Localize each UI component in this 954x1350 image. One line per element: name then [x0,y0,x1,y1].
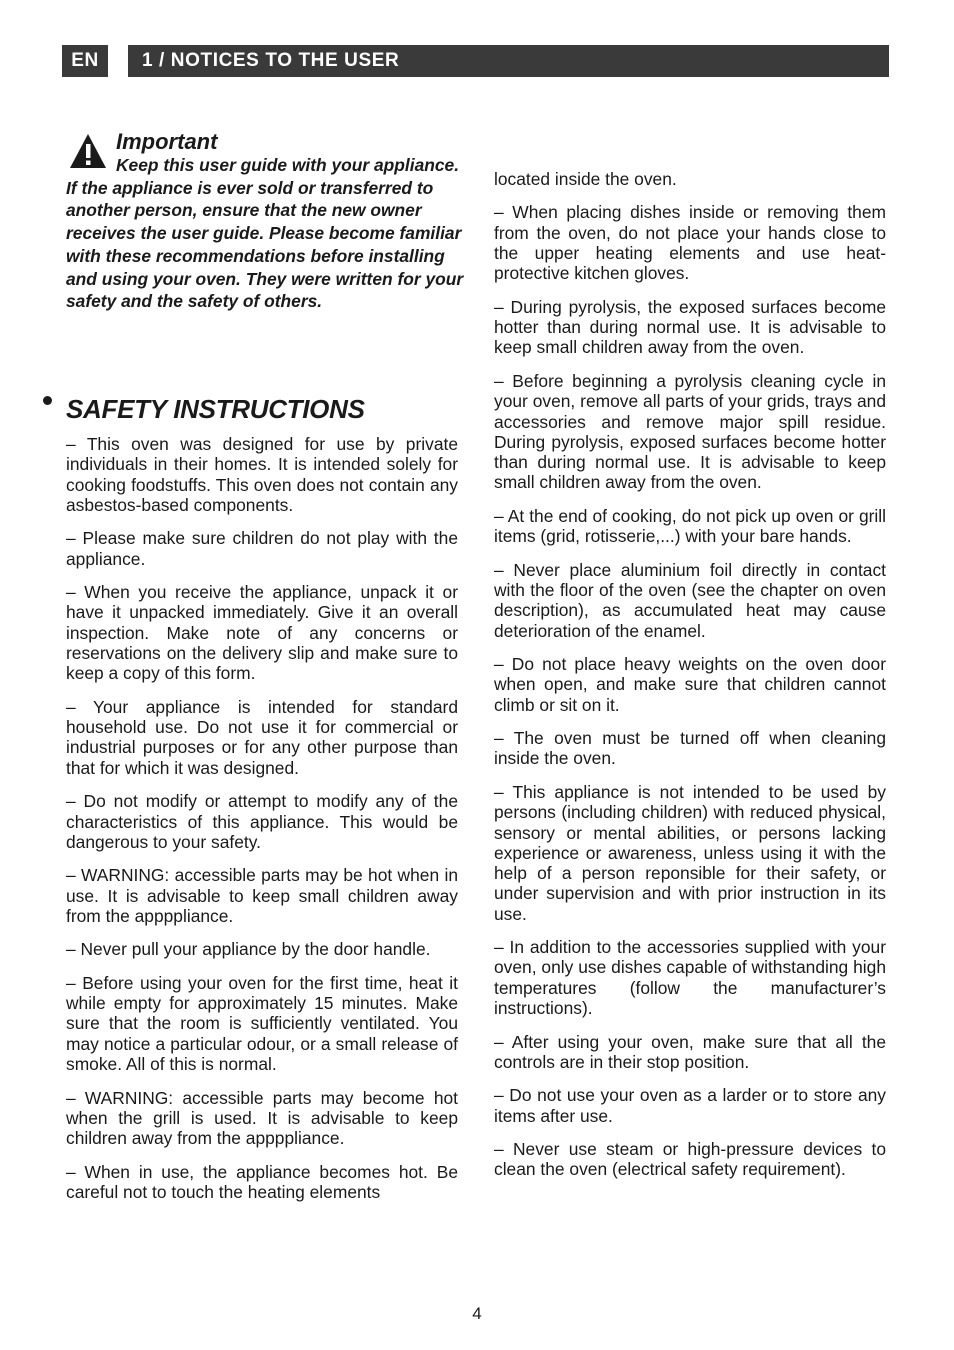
paragraph: – Do not place heavy weights on the oven door when open, and make sure that children cannot climb or sit on it. [494,654,886,715]
paragraph: – This oven was designed for use by private individuals in their homes. It is intended solely for cooking foodstuffs. This oven does not contain any asbestos-based components. [66,434,458,515]
paragraph: – After using your oven, make sure that all the controls are in their stop position. [494,1031,886,1072]
right-column [494,169,886,1193]
paragraph: – Never pull your appliance by the door handle. [66,939,431,960]
paragraph: – Never place aluminium foil directly in contact with the floor of the oven (see the chapter on oven description), as accumulated heat may cause deterioration of the enamel. [494,559,886,641]
page-number: 4 [472,1304,482,1323]
language-badge: EN [62,45,108,77]
paragraph: – This appliance is not intended to be used by persons (including children) with reduced physical, sensory or mental abilities, or persons lacking experience or awareness, unless using it with the help of a person reponsible for their safety, or under supervision and with prior instruction in its use. [494,781,886,924]
paragraph: – During pyrolysis, the exposed surfaces become hotter than during normal use. It is advisable to keep small children away from the oven. [494,296,886,358]
important-text: Keep this user guide with your appliance. If the appliance is ever sold or transferred to another person, ensure that the new owner receives the user guide. Please become familiar with these recommendations before installing and using your oven. They were written for your safety and the safety of others. [66,155,464,312]
paragraph: – When placing dishes inside or removing them from the oven, do not place your hands close to the upper heating elements and use heat-protective kitchen gloves. [494,202,886,284]
paragraph: – Do not modify or attempt to modify any of the characteristics of this appliance. This would be dangerous to your safety. [66,791,458,852]
paragraph: – When in use, the appliance becomes hot. Be careful not to touch the heating elements [66,1161,458,1202]
paragraph: – In addition to the accessories supplied with your oven, only use dishes capable of withstanding high temperatures (follow the manufacturer’s instructions). [494,937,886,1019]
paragraph: – WARNING: accessible parts may become hot when the grill is used. It is advisable to keep children away from the appppliance. [66,1087,458,1149]
paragraph: – The oven must be turned off when cleaning inside the oven. [494,728,886,769]
section-bullet-icon [43,396,52,405]
left-column [66,434,458,1215]
paragraph: – Before beginning a pyrolysis cleaning cycle in your oven, remove all parts of your grids, trays and accessories and remove major spill residue. During pyrolysis, exposed surfaces become hotter than during normal use. It is advisable to keep small children away from the oven. [494,370,886,493]
paragraph: – When you receive the appliance, unpack it or have it unpacked immediately. Give it an overall inspection. Make note of any concerns or reservations on the delivery slip and make sure to keep a copy of this form. [66,582,458,684]
paragraph: – WARNING: accessible parts may be hot when in use. It is advisable to keep small children away from the appppliance. [66,865,458,926]
paragraph: – Please make sure children do not play with the appliance. [66,528,458,569]
important-title: Important [116,129,218,154]
paragraph: – At the end of cooking, do not pick up oven or grill items (grid, rotisserie,...) with your bare hands. [494,505,886,547]
section-header: 1 / NOTICES TO THE USER [128,45,889,77]
safety-instructions-title: SAFETY INSTRUCTIONS [66,394,365,424]
paragraph: – Your appliance is intended for standard household use. Do not use it for commercial or industrial purposes or for any other purpose than that for which it was designed. [66,696,458,778]
paragraph: – Never use steam or high-pressure devices to clean the oven (electrical safety requirement). [494,1139,886,1180]
paragraph: – Before using your oven for the first time, heat it while empty for approximately 15 minutes. Make sure that the room is sufficiently ventilated. You may notice a particular odour, or a small release of smoke. All of this is normal. [66,972,458,1075]
paragraph: located inside the oven. [494,169,677,189]
paragraph: – Do not use your oven as a larder or to store any items after use. [494,1085,886,1126]
